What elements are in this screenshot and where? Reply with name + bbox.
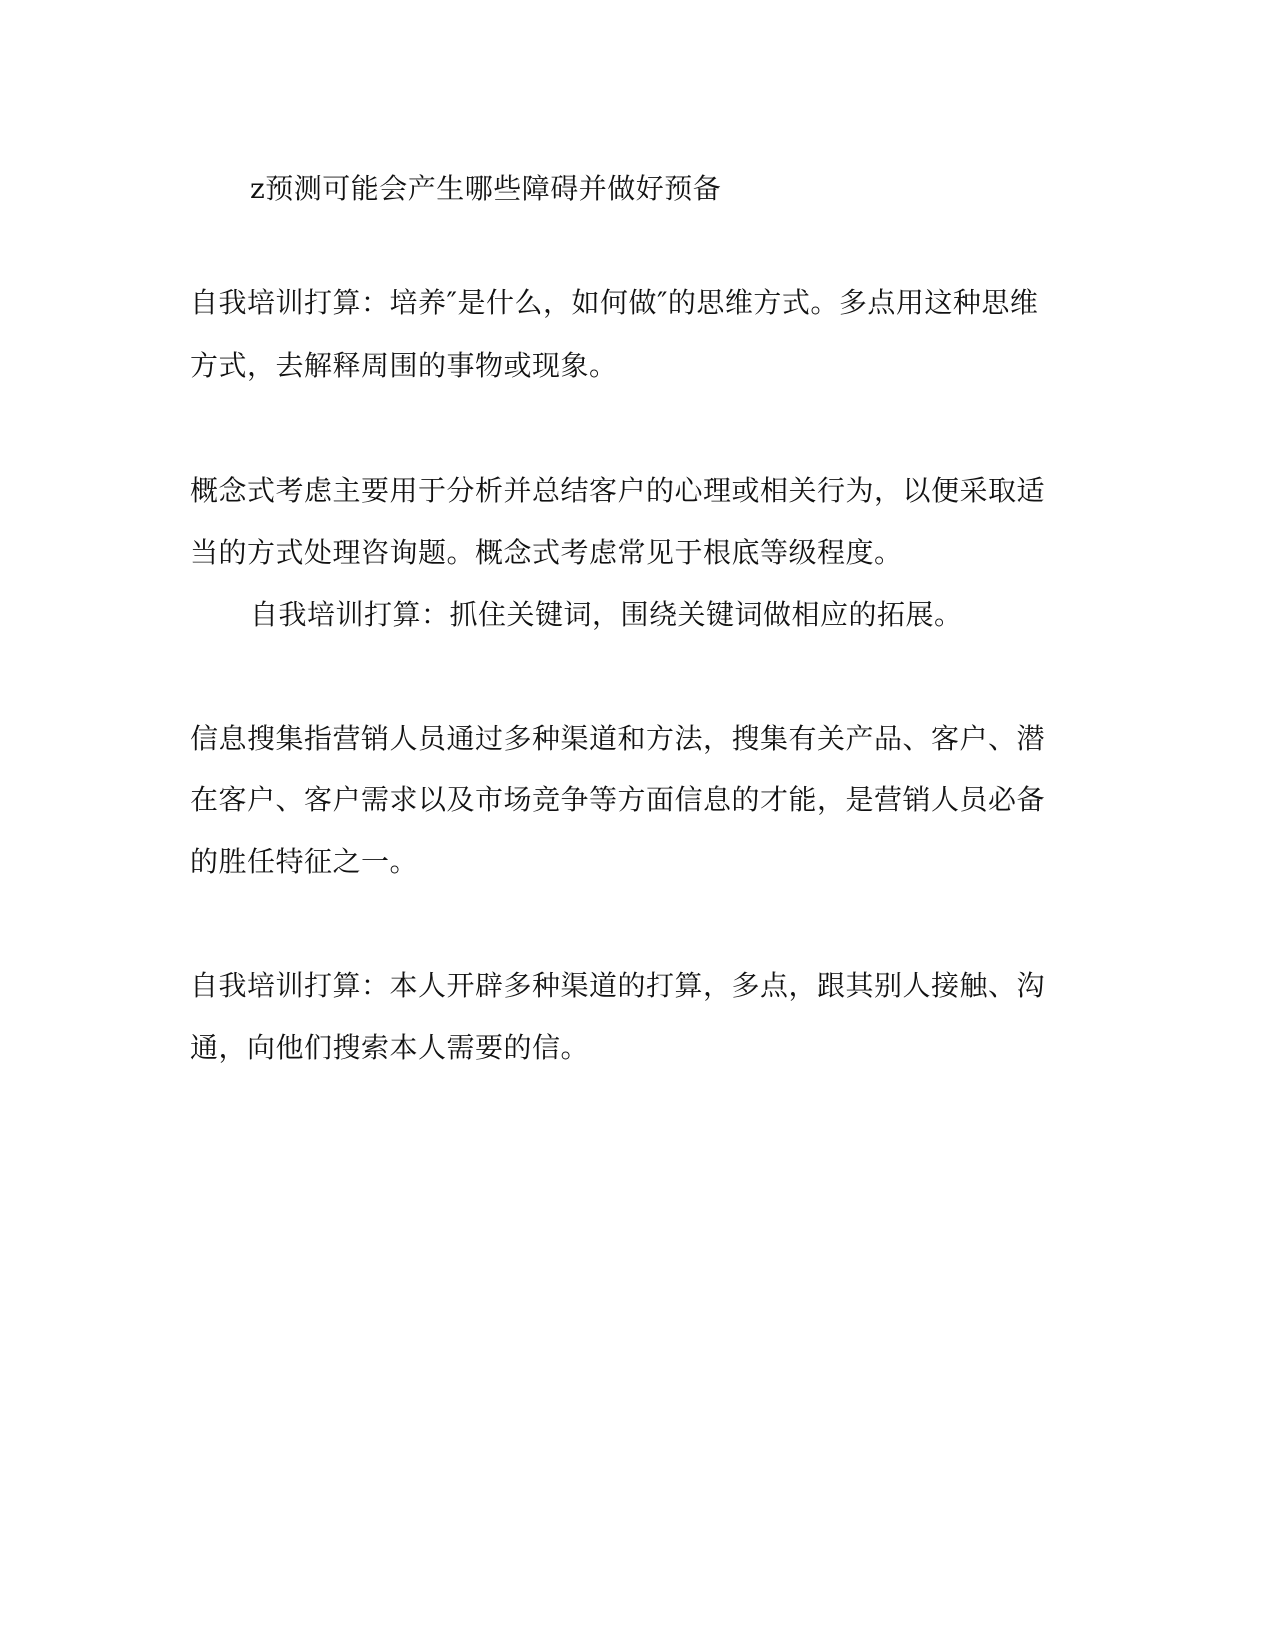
text-line-10: 自我培训打算：本人开辟多种渠道的打算，多点，跟其别人接触、沟 — [190, 969, 1046, 1002]
text-line-7: 信息搜集指营销人员通过多种渠道和方法，搜集有关产品、客户、潜 — [190, 722, 1046, 755]
text-line-4: 概念式考虑主要用于分析并总结客户的心理或相关行为，以便采取适 — [190, 474, 1046, 507]
text-line-5: 当的方式处理咨询题。概念式考虑常见于根底等级程度。 — [190, 536, 903, 569]
text-line-9: 的胜任特征之一。 — [190, 845, 419, 878]
text-line-11: 通，向他们搜索本人需要的信。 — [190, 1031, 590, 1064]
text-line-8: 在客户、客户需求以及市场竞争等方面信息的才能，是营销人员必备 — [190, 783, 1046, 816]
text-line-2: 自我培训打算：培养″是什么，如何做″的思维方式。多点用这种思维 — [190, 286, 1039, 319]
text-line-6: 自我培训打算：抓住关键词，围绕关键词做相应的拓展。 — [250, 598, 963, 631]
text-line-3: 方式，去解释周围的事物或现象。 — [190, 349, 618, 382]
text-line-1: z预测可能会产生哪些障碍并做好预备 — [250, 172, 722, 205]
